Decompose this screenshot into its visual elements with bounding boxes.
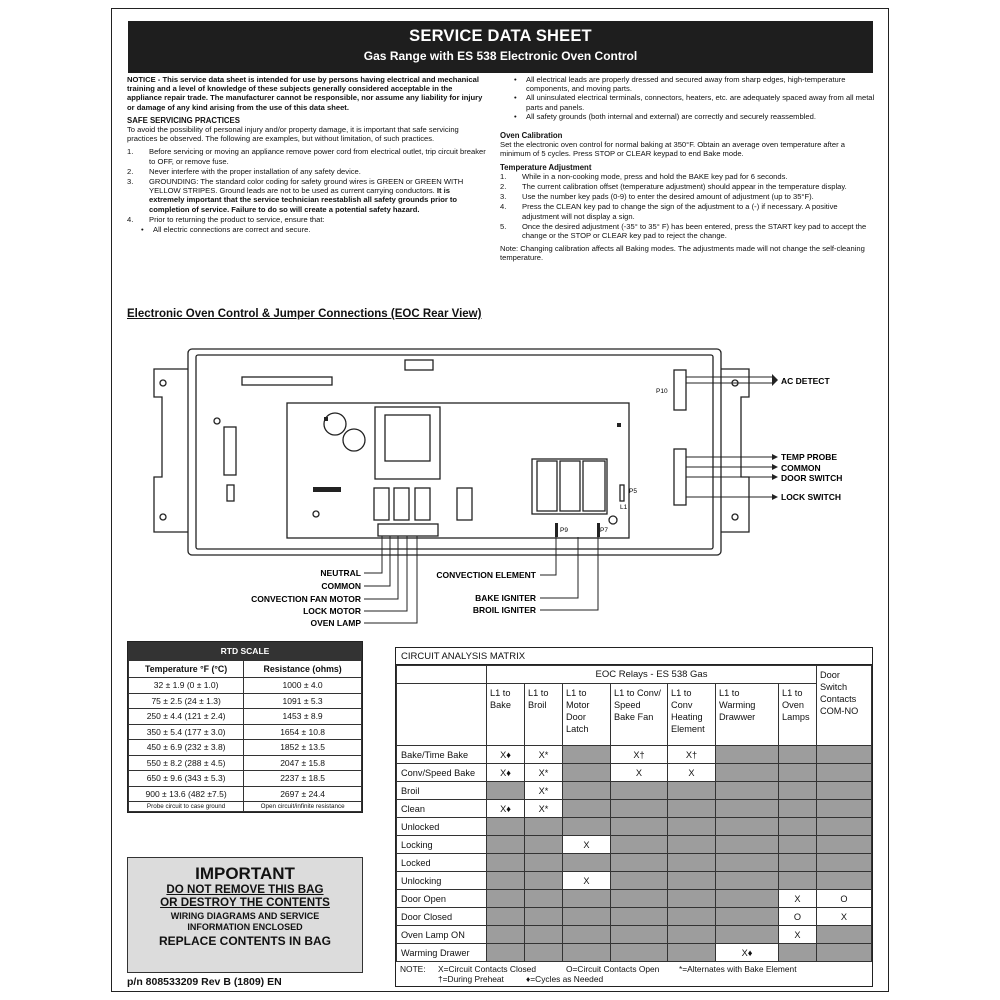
matrix-row — [397, 854, 872, 872]
matrix-corner — [397, 666, 487, 684]
matrix-cell — [611, 782, 668, 800]
matrix-cell — [563, 908, 611, 926]
matrix-cell — [611, 854, 668, 872]
rtd-resistance-cell: 1654 ± 10.8 — [244, 724, 362, 740]
rtd-resistance-cell: 1091 ± 5.3 — [244, 693, 362, 709]
matrix-cell — [779, 872, 817, 890]
solder-pad — [617, 423, 621, 427]
important-line-5: REPLACE CONTENTS IN BAG — [158, 934, 331, 948]
matrix-cell: X♦ — [716, 944, 779, 962]
matrix-group-row — [397, 666, 872, 684]
label-common-bottom: COMMON — [321, 581, 361, 591]
matrix-cell — [668, 890, 716, 908]
rtd-resistance-cell: 1852 ± 13.5 — [244, 740, 362, 756]
matrix-cell: X — [563, 872, 611, 890]
matrix-title: CIRCUIT ANALYSIS MATRIX — [396, 648, 872, 665]
p9-pin — [555, 523, 558, 537]
rtd-foot-probe: Probe circuit to case ground — [129, 802, 244, 812]
matrix-cell: O — [779, 908, 817, 926]
rtd-temperature-cell: 250 ± 4.4 (121 ± 2.4) — [129, 709, 244, 725]
rtd-temperature-cell: 350 ± 5.4 (177 ± 3.0) — [129, 724, 244, 740]
matrix-cell: X — [779, 890, 817, 908]
matrix-row-label: Oven Lamp ON — [397, 926, 487, 944]
matrix-cell: X — [563, 836, 611, 854]
matrix-cell — [817, 746, 872, 764]
eoc-rear-view-diagram — [132, 327, 872, 632]
matrix-row — [397, 746, 872, 764]
note-closed: X=Circuit Contacts Closed — [438, 964, 536, 974]
right-text-column — [500, 75, 875, 267]
matrix-row — [397, 836, 872, 854]
small-header — [227, 485, 234, 501]
matrix-cell — [611, 836, 668, 854]
matrix-cell — [525, 872, 563, 890]
matrix-cell — [563, 926, 611, 944]
adjust-step-5 — [500, 222, 875, 240]
label-neutral: NEUTRAL — [320, 568, 361, 578]
left-mount-bracket — [154, 369, 188, 532]
rtd-resistance-cell: 1000 ± 4.0 — [244, 678, 362, 694]
mount-hole — [160, 380, 166, 386]
matrix-cell — [817, 854, 872, 872]
matrix-cell: X — [817, 908, 872, 926]
important-line-4: INFORMATION ENCLOSED — [187, 921, 303, 932]
matrix-cell — [716, 890, 779, 908]
matrix-cell: X* — [525, 782, 563, 800]
mount-hole — [313, 511, 319, 517]
label-ac-detect: AC DETECT — [781, 376, 830, 386]
matrix-cell: X† — [611, 746, 668, 764]
rtd-row — [129, 740, 362, 756]
important-notice-box — [127, 857, 363, 973]
arrow-icon — [772, 494, 778, 500]
matrix-row-label: Door Closed — [397, 908, 487, 926]
note-open: O=Circuit Contacts Open — [566, 964, 660, 974]
matrix-row-label: Locking — [397, 836, 487, 854]
wire-conv-element — [540, 537, 556, 575]
matrix-row-header-blank — [397, 684, 487, 746]
item-number: 2. — [127, 166, 134, 176]
matrix-row — [397, 782, 872, 800]
part-number: p/n 808533209 Rev B (1809) EN — [127, 976, 282, 988]
matrix-cell — [779, 944, 817, 962]
important-line-3: WIRING DIAGRAMS AND SERVICE — [170, 911, 320, 921]
matrix-row-label: Locked — [397, 854, 487, 872]
relay — [457, 488, 472, 520]
p5-jumper — [620, 485, 624, 501]
matrix-group-header: EOC Relays - ES 538 Gas — [487, 666, 817, 684]
adjust-note: Note: Changing calibration affects all Baking modes. The adjustments made will not change the self-cleaning temperature. — [500, 244, 865, 263]
matrix-col-conv-fan: L1 to Conv/ Speed Bake Fan — [611, 684, 668, 746]
mount-hole — [732, 514, 738, 520]
matrix-cell — [779, 746, 817, 764]
page-title: SERVICE DATA SHEET — [409, 27, 592, 45]
matrix-cell — [817, 818, 872, 836]
label-l1: L1 — [620, 504, 628, 511]
matrix-cell — [716, 764, 779, 782]
label-convection-element: CONVECTION ELEMENT — [436, 570, 536, 580]
relay — [537, 461, 557, 511]
relay — [415, 488, 430, 520]
item-text: GROUNDING: The standard color coding for safety ground wires is GREEN or GREEN WITH YELLOW STRIPES. Ground leads are not to be used as current carrying conductors. — [149, 177, 464, 196]
matrix-cell: O — [817, 890, 872, 908]
matrix-cell — [668, 782, 716, 800]
matrix-cell — [611, 926, 668, 944]
rtd-foot-open: Open circuit/infinite resistance — [244, 802, 362, 812]
left-text-column — [127, 75, 487, 234]
safe-intro: To avoid the possibility of personal injury and/or property damage, it is important that safe servicing practices be observed. The following are examples, but without limitation, of such practices. — [127, 125, 459, 144]
rtd-col-temperature: Temperature °F (°C) — [129, 661, 244, 678]
matrix-cell — [563, 890, 611, 908]
relay — [583, 461, 605, 511]
adjust-step-3 — [500, 192, 875, 201]
rtd-row — [129, 678, 362, 694]
matrix-cell — [668, 818, 716, 836]
top-connector-strip — [242, 377, 332, 385]
item-text: Before servicing or moving an appliance remove power cord from electrical outlet, trip circuit breaker to OFF, or remove fuse. — [149, 147, 486, 166]
matrix-row — [397, 944, 872, 962]
capacitor — [324, 413, 346, 435]
matrix-cell — [779, 764, 817, 782]
item-number: 3. — [127, 177, 134, 187]
matrix-col-door-latch: L1 to Motor Door Latch — [563, 684, 611, 746]
rtd-temperature-cell: 900 ± 13.6 (482 ±7.5) — [129, 786, 244, 802]
rtd-temperature-cell: 75 ± 2.5 (24 ± 1.3) — [129, 693, 244, 709]
matrix-cell: X♦ — [487, 764, 525, 782]
notice-paragraph — [127, 75, 487, 112]
important-line-1: DO NOT REMOVE THIS BAG — [166, 883, 324, 896]
matrix-cell — [525, 926, 563, 944]
relay — [560, 461, 580, 511]
board-inner — [196, 355, 713, 549]
matrix-cell — [668, 908, 716, 926]
matrix-cell: X† — [668, 746, 716, 764]
label-oven-lamp: OVEN LAMP — [310, 618, 361, 628]
rtd-row — [129, 786, 362, 802]
matrix-cell — [611, 800, 668, 818]
matrix-col-warming-drawer: L1 to Warming Drawwer — [716, 684, 779, 746]
matrix-col-door-switch: Door Switch Contacts COM-NO — [817, 666, 872, 746]
wire-common — [364, 536, 390, 586]
rtd-header-row — [129, 661, 362, 678]
matrix-row-label: Warming Drawer — [397, 944, 487, 962]
step-text: While in a non-cooking mode, press and hold the BAKE key pad for 6 seconds. — [522, 171, 788, 181]
label-common: COMMON — [781, 463, 821, 473]
matrix-cell — [563, 764, 611, 782]
matrix-cell — [487, 890, 525, 908]
arrow-icon — [772, 464, 778, 470]
matrix-cell: X — [611, 764, 668, 782]
rtd-scale-table — [127, 641, 363, 813]
matrix-row — [397, 818, 872, 836]
matrix-cell — [525, 890, 563, 908]
matrix-row — [397, 872, 872, 890]
matrix-cell — [716, 854, 779, 872]
rtd-row — [129, 693, 362, 709]
right-mount-bracket — [721, 369, 749, 532]
important-title: IMPORTANT — [195, 864, 295, 883]
matrix-cell — [487, 926, 525, 944]
adjust-step-1 — [500, 172, 875, 181]
matrix-col-bake: L1 to Bake — [487, 684, 525, 746]
matrix-row — [397, 926, 872, 944]
matrix-cell — [779, 854, 817, 872]
display-window — [385, 415, 430, 461]
matrix-col-conv-element: L1 to Conv Heating Element — [668, 684, 716, 746]
item-number: 4. — [127, 214, 134, 224]
label-p9: P9 — [560, 527, 568, 534]
safe-item-3 — [127, 177, 487, 214]
label-door-switch: DOOR SWITCH — [781, 473, 843, 483]
matrix-cell — [716, 782, 779, 800]
rtd-row — [129, 755, 362, 771]
item-text-bold: It is extremely important that the service technician reestablish all safety grounds prior to completion of service. Failure to do so will create a potential safety hazard. — [149, 186, 458, 214]
matrix-table — [396, 665, 872, 962]
matrix-row-label: Door Open — [397, 890, 487, 908]
step-text: Press the CLEAN key pad to change the sign of the adjustment to a (-) if necessary. A positive adjustment will not display a sign. — [522, 202, 838, 221]
matrix-cell — [487, 782, 525, 800]
matrix-row — [397, 764, 872, 782]
page-subtitle: Gas Range with ES 538 Electronic Oven Control — [363, 49, 638, 63]
note-label: NOTE: — [400, 964, 426, 974]
matrix-col-broil: L1 to Broil — [525, 684, 563, 746]
matrix-cell — [668, 872, 716, 890]
matrix-cell — [487, 836, 525, 854]
matrix-row-label: Clean — [397, 800, 487, 818]
diagram-title: Electronic Oven Control & Jumper Connections (EOC Rear View) — [127, 308, 482, 320]
label-p10: P10 — [656, 388, 668, 395]
matrix-cell — [668, 944, 716, 962]
matrix-cell — [716, 746, 779, 764]
rtd-title: RTD SCALE — [128, 642, 362, 660]
item-number: 1. — [127, 147, 134, 157]
step-text: The current calibration offset (temperature adjustment) should appear in the temperature display. — [522, 182, 847, 192]
rtd-row — [129, 771, 362, 787]
note-cycles: ♦=Cycles as Needed — [526, 974, 604, 984]
safe-item-1 — [127, 147, 487, 165]
matrix-cell: X — [668, 764, 716, 782]
relay-bank-box — [532, 459, 607, 514]
probe-connector — [674, 449, 686, 505]
matrix-row — [397, 908, 872, 926]
circuit-board — [287, 403, 629, 538]
relay — [374, 488, 389, 520]
matrix-cell — [817, 926, 872, 944]
adjust-step-2 — [500, 182, 875, 191]
matrix-cell: X* — [525, 800, 563, 818]
board-outline — [188, 349, 721, 555]
mount-hole — [214, 418, 220, 424]
bullet-2: • All electrical leads are properly dressed and secured away from sharp edges, high-temperature components, and moving parts. — [500, 75, 875, 93]
matrix-row-label: Unlocked — [397, 818, 487, 836]
solder-pad — [324, 417, 328, 421]
service-data-sheet — [111, 8, 889, 992]
rtd-temperature-cell: 32 ± 1.9 (0 ± 1.0) — [129, 678, 244, 694]
rtd-row — [129, 724, 362, 740]
mount-hole — [160, 514, 166, 520]
matrix-note — [396, 962, 872, 986]
matrix-cell — [611, 872, 668, 890]
matrix-cell: X♦ — [487, 746, 525, 764]
wire-bake-igniter — [540, 537, 578, 598]
p10-connector — [674, 370, 686, 410]
top-header — [405, 360, 433, 370]
arrow-icon — [772, 474, 778, 480]
note-preheat: †=During Preheat — [438, 974, 504, 984]
relay — [394, 488, 409, 520]
step-number: 5. — [500, 221, 507, 231]
matrix-cell — [716, 818, 779, 836]
matrix-cell: X* — [525, 764, 563, 782]
matrix-cell — [563, 818, 611, 836]
matrix-row — [397, 800, 872, 818]
rtd-temperature-cell: 450 ± 6.9 (232 ± 3.8) — [129, 740, 244, 756]
step-number: 3. — [500, 192, 507, 202]
arrow-icon — [772, 454, 778, 460]
adjustment-heading: Temperature Adjustment — [500, 162, 592, 172]
matrix-cell — [716, 800, 779, 818]
label-lock-motor: LOCK MOTOR — [303, 606, 361, 616]
safe-item-2 — [127, 167, 487, 176]
matrix-cell — [563, 800, 611, 818]
bullet-1: • All electric connections are correct and secure. — [127, 225, 487, 234]
bullet-4: • All safety grounds (both internal and external) are correctly and securely reassembled. — [500, 112, 875, 121]
label-lock-switch: LOCK SWITCH — [781, 492, 841, 502]
bottom-connector — [378, 524, 438, 536]
matrix-cell: X — [779, 926, 817, 944]
matrix-cell: X♦ — [487, 800, 525, 818]
rtd-temperature-cell: 550 ± 8.2 (288 ± 4.5) — [129, 755, 244, 771]
label-p7: P7 — [600, 527, 608, 534]
matrix-cell — [563, 782, 611, 800]
rtd-resistance-cell: 1453 ± 8.9 — [244, 709, 362, 725]
matrix-cell — [817, 800, 872, 818]
matrix-cell — [525, 944, 563, 962]
matrix-cell — [525, 908, 563, 926]
label-broil-igniter: BROIL IGNITER — [472, 605, 536, 615]
matrix-cell — [668, 800, 716, 818]
calibration-text: Set the electronic oven control for normal baking at 350°F. Obtain an average oven temperature after a minimum of 5 cycles. Press STOP or CLEAR keypad to end Bake mode. — [500, 140, 845, 159]
matrix-row-label: Bake/Time Bake — [397, 746, 487, 764]
matrix-col-oven-lamps: L1 to Oven Lamps — [779, 684, 817, 746]
rtd-resistance-cell: 2697 ± 24.4 — [244, 786, 362, 802]
matrix-cell: X* — [525, 746, 563, 764]
matrix-cell — [817, 836, 872, 854]
notice-text: This service data sheet is intended for use by persons having electrical and mechanical training and a level of knowledge of these subjects generally considered acceptable in the appliance repair trade. The manufacturer cannot be responsible, nor assume any liability for injury or damage of any kind arising from the use of this data sheet. — [127, 75, 483, 112]
step-number: 2. — [500, 182, 507, 192]
capacitor — [343, 429, 365, 451]
matrix-cell — [817, 944, 872, 962]
matrix-cell — [487, 818, 525, 836]
pin-row — [313, 487, 341, 492]
matrix-cell — [779, 800, 817, 818]
matrix-cell — [716, 926, 779, 944]
matrix-row-label: Unlocking — [397, 872, 487, 890]
rtd-footer-row — [129, 802, 362, 812]
rtd-resistance-cell: 2237 ± 18.5 — [244, 771, 362, 787]
header-banner — [128, 21, 873, 73]
matrix-cell — [487, 908, 525, 926]
matrix-cell — [716, 836, 779, 854]
matrix-cell — [525, 854, 563, 872]
matrix-cell — [611, 944, 668, 962]
matrix-cell — [668, 926, 716, 944]
label-bake-igniter: BAKE IGNITER — [475, 593, 536, 603]
matrix-cell — [563, 746, 611, 764]
safe-heading: SAFE SERVICING PRACTICES — [127, 115, 240, 125]
step-text: Once the desired adjustment (-35° to 35° F) has been entered, press the START key pad to accept the change or the STOP or CLEAR key pad to reject the change. — [522, 221, 867, 241]
matrix-cell — [487, 872, 525, 890]
matrix-row — [397, 890, 872, 908]
matrix-cell — [487, 854, 525, 872]
note-alternates: *=Alternates with Bake Element — [679, 964, 797, 974]
matrix-cell — [817, 872, 872, 890]
adjust-step-4 — [500, 202, 875, 220]
rtd-col-resistance: Resistance (ohms) — [244, 661, 362, 678]
step-text: Use the number key pads (0-9) to enter the desired amount of adjustment (up to 35°F). — [522, 192, 814, 202]
matrix-cell — [563, 944, 611, 962]
label-convection-fan-motor: CONVECTION FAN MOTOR — [251, 594, 361, 604]
step-number: 4. — [500, 202, 507, 212]
matrix-cell — [487, 944, 525, 962]
rtd-row — [129, 709, 362, 725]
matrix-cell — [563, 854, 611, 872]
matrix-cell — [779, 782, 817, 800]
rtd-resistance-cell: 2047 ± 15.8 — [244, 755, 362, 771]
matrix-cell — [817, 782, 872, 800]
rtd-table — [128, 660, 362, 812]
matrix-cell — [716, 872, 779, 890]
matrix-cell — [611, 908, 668, 926]
matrix-cell — [716, 908, 779, 926]
rtd-temperature-cell: 650 ± 9.6 (343 ± 5.3) — [129, 771, 244, 787]
wire-conv-fan — [364, 536, 398, 599]
step-number: 1. — [500, 171, 507, 181]
important-line-2: OR DESTROY THE CONTENTS — [160, 896, 330, 909]
notice-lead: NOTICE - — [127, 75, 161, 84]
item-text: Prior to returning the product to service, ensure that: — [149, 214, 325, 224]
matrix-cell — [668, 854, 716, 872]
matrix-column-header-row — [397, 684, 872, 746]
matrix-row-label: Conv/Speed Bake — [397, 764, 487, 782]
matrix-cell — [611, 890, 668, 908]
left-header — [224, 427, 236, 475]
label-temp-probe: TEMP PROBE — [781, 452, 838, 462]
calibration-heading: Oven Calibration — [500, 131, 563, 141]
mount-hole — [609, 516, 617, 524]
matrix-cell — [611, 818, 668, 836]
item-text: Never interfere with the proper installation of any safety device. — [149, 166, 361, 176]
matrix-cell — [779, 818, 817, 836]
matrix-cell — [817, 764, 872, 782]
matrix-cell — [668, 836, 716, 854]
wire-broil-igniter — [540, 537, 598, 610]
bullet-3: • All uninsulated electrical terminals, connectors, heaters, etc. are adequately spaced away from all metal parts and panels. — [500, 93, 875, 111]
matrix-row-label: Broil — [397, 782, 487, 800]
safe-item-4 — [127, 215, 487, 224]
circuit-analysis-matrix — [395, 647, 873, 987]
arrow-icon — [772, 374, 778, 386]
matrix-cell — [525, 836, 563, 854]
matrix-cell — [779, 836, 817, 854]
matrix-cell — [525, 818, 563, 836]
label-p5: P5 — [629, 488, 637, 495]
